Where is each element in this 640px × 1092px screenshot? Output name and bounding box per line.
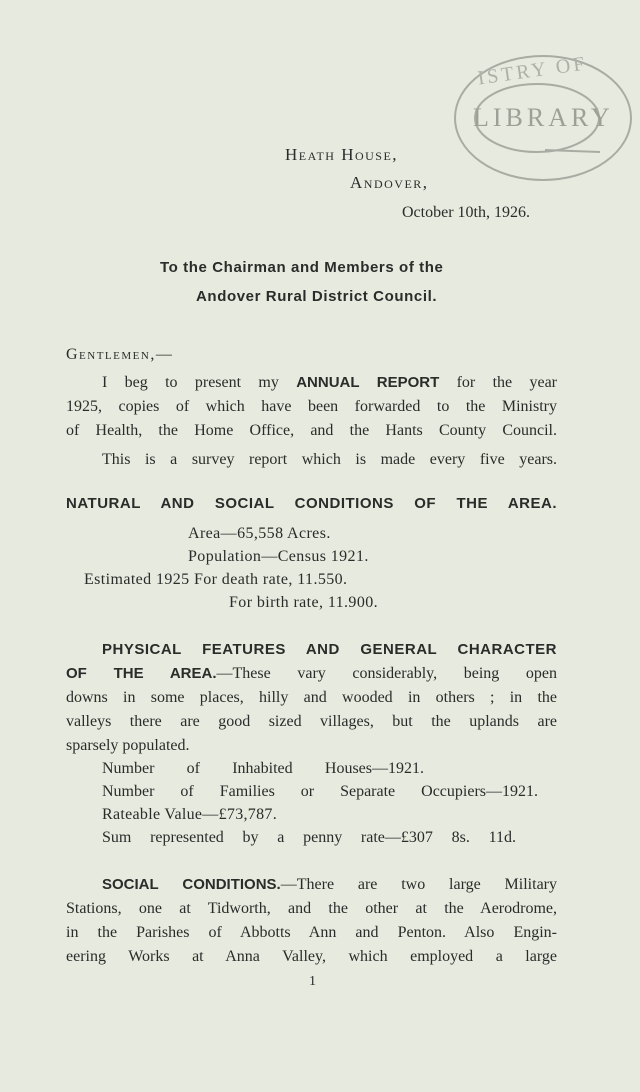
section2-line-2: OF THE AREA.—These vary considerably, being open: [66, 665, 558, 682]
section3-line-2: Stations, one at Tidworth, and the other at the Aerodrome,: [66, 900, 557, 917]
library-stamp: [425, 40, 640, 190]
rateable-line: Rateable Value—£73,787.: [102, 806, 278, 823]
section2-heading-line-1: PHYSICAL FEATURES AND GENERAL CHARACTER: [102, 641, 557, 658]
section3-heading: SOCIAL CONDITIONS.: [102, 876, 281, 893]
penny-rate-line: Sum represented by a penny rate—£307 8s. 11d.: [102, 829, 516, 846]
page-number: 1: [309, 974, 316, 989]
stamp-center-text: LIBRARY: [473, 103, 614, 132]
section3-line-3: in the Parishes of Abbotts Ann and Penton. Also Engin-: [66, 924, 557, 941]
intro-line-1: I beg to present my ANNUAL REPORT for the year: [102, 374, 558, 391]
section2-heading-line-2: OF THE AREA.: [66, 665, 217, 682]
population-line: Population—Census 1921.: [188, 548, 369, 565]
area-line: Area—65,558 Acres.: [188, 525, 331, 542]
date-line: October 10th, 1926.: [402, 204, 530, 221]
section1-heading: NATURAL AND SOCIAL CONDITIONS OF THE AREA.: [66, 495, 557, 512]
houses-line: Number of Inhabited Houses—1921.: [102, 760, 424, 777]
intro-line-4: This is a survey report which is made every five years.: [102, 451, 557, 468]
section2-line-4: valleys there are good sized villages, but the uplands are: [66, 713, 557, 730]
birth-rate-line: For birth rate, 11.900.: [229, 594, 379, 611]
salutation-line-2: Andover Rural District Council.: [196, 288, 438, 305]
families-line: Number of Families or Separate Occupiers—1921.: [102, 783, 538, 800]
death-rate-line: Estimated 1925 For death rate, 11.550.: [84, 571, 348, 588]
address-line-1: Heath House,: [285, 145, 399, 164]
section2-line-3: downs in some places, hilly and wooded in others ; in the: [66, 689, 557, 706]
section3-line-4: eering Works at Anna Valley, which employed a large: [66, 948, 557, 965]
stamp-top-text: ISTRY OF: [476, 52, 589, 90]
intro-line-3: of Health, the Home Office, and the Hants County Council.: [66, 422, 557, 439]
address-line-2: Andover,: [350, 173, 429, 192]
annual-report-bold: ANNUAL REPORT: [296, 374, 440, 391]
section3-line-1: SOCIAL CONDITIONS.—There are two large Military: [102, 876, 557, 893]
section2-line-5: sparsely populated.: [66, 737, 190, 754]
greeting: Gentlemen,—: [66, 346, 174, 363]
intro-line-2: 1925, copies of which have been forwarded to the Ministry: [66, 398, 557, 415]
salutation-line-1: To the Chairman and Members of the: [160, 259, 444, 276]
